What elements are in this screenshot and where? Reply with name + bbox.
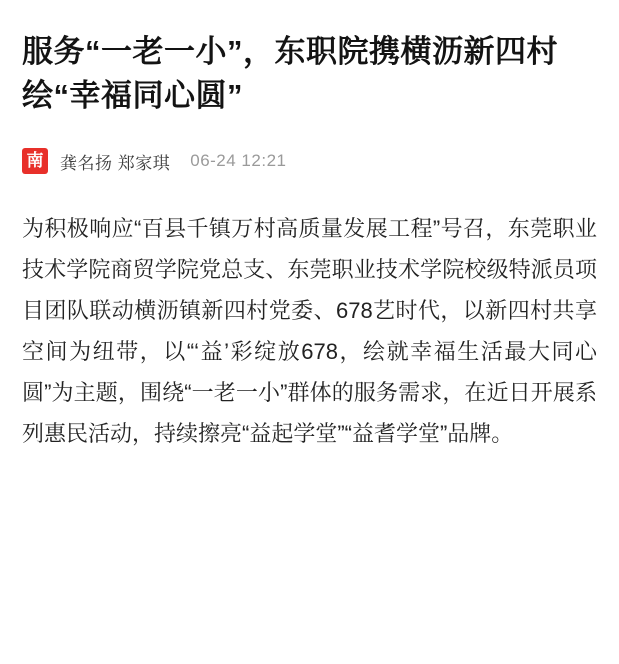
byline <box>22 148 597 174</box>
nanfang-logo-icon <box>22 148 48 174</box>
author-names[interactable]: 龚名扬 郑家琪 <box>60 153 171 173</box>
article-paragraph: 为积极响应“百县千镇万村高质量发展工程”号召，东莞职业技术学院商贸学院党总支、东莞职业技术学院校级特派员项目团队联动横沥镇新四村党委、678艺时代，以新四村共享空间为纽带，以“‘益’彩绽放678，绘就幸福生活最大同心圆”为主题，围绕“一老一小”群体的服务需求，在近日开展系列惠民活动，持续擦亮“益起学堂”“益耆学堂”品牌。 <box>22 216 597 446</box>
nanfang-logo-glyph: 南 <box>26 150 44 171</box>
publish-timestamp: 06-24 12:21 <box>190 151 287 170</box>
page-title: 服务“一老一小”，东职院携横沥新四村绘“幸福同心圆” <box>22 34 558 113</box>
